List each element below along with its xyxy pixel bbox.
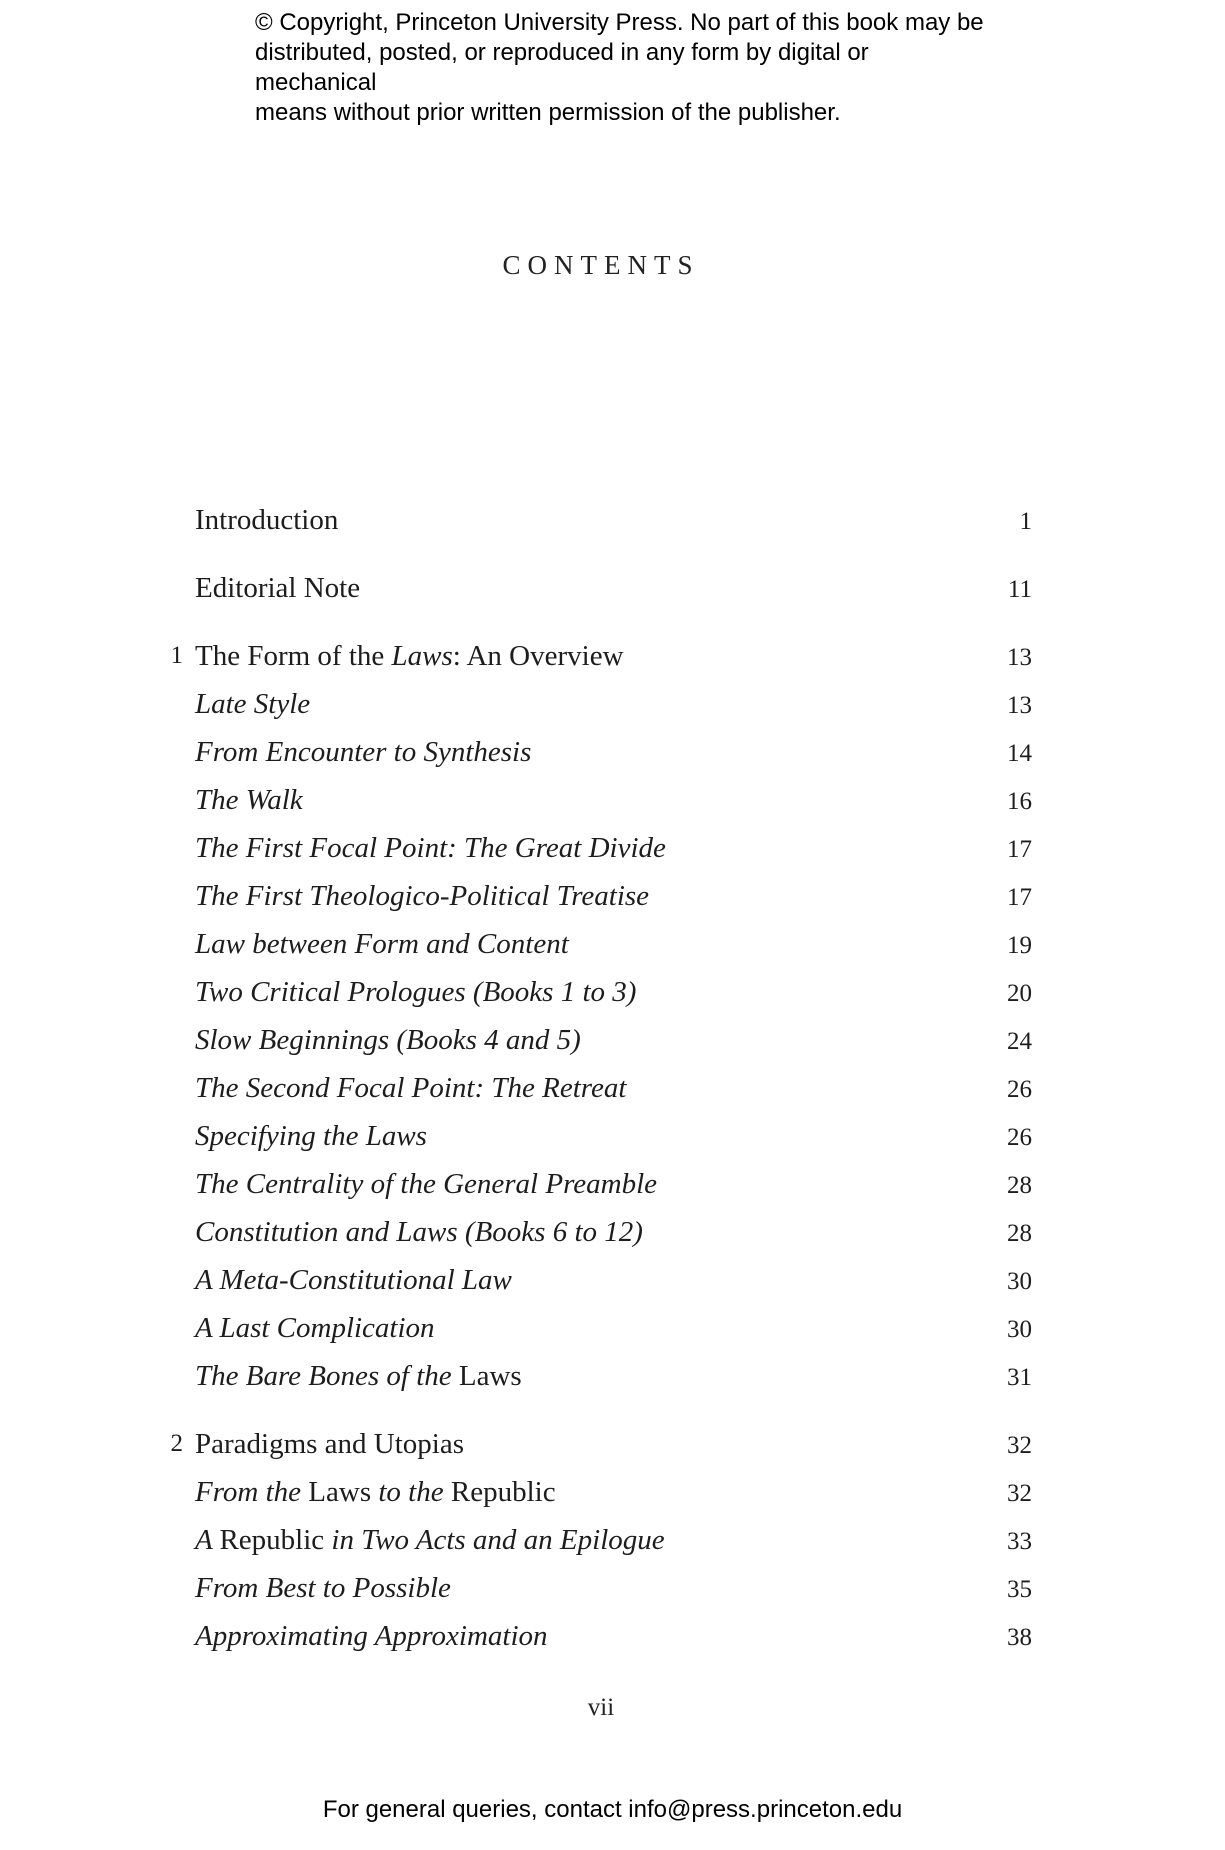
- toc-section-entry: [195, 824, 1032, 872]
- toc-entry-title: Approximating Approximation: [195, 1620, 548, 1652]
- copyright-line-2: distributed, posted, or reproduced in any form by digital or mechanical: [255, 39, 869, 96]
- toc-page-number: 26: [1007, 1124, 1032, 1151]
- toc-page-number: 32: [1007, 1480, 1032, 1507]
- toc-page-number: 1: [1019, 508, 1032, 535]
- toc-section-entry: [195, 1468, 1032, 1516]
- toc-section-entry: [195, 776, 1032, 824]
- toc-entry-title: The First Focal Point: The Great Divide: [195, 832, 666, 864]
- toc-page-number: 14: [1007, 740, 1032, 767]
- toc-entry-title: Specifying the Laws: [195, 1120, 427, 1152]
- toc-page-number: 38: [1007, 1624, 1032, 1651]
- toc-section-entry: [195, 1352, 1032, 1400]
- toc-entry-title: A Republic in Two Acts and an Epilogue: [195, 1524, 665, 1556]
- toc-front-entry: [195, 496, 1032, 544]
- toc-page-number: 30: [1007, 1268, 1032, 1295]
- toc-entry-title: From Encounter to Synthesis: [195, 736, 532, 768]
- toc-entry-title: The Walk: [195, 784, 303, 816]
- toc-page-number: 13: [1007, 644, 1032, 671]
- toc-entry-title: A Last Complication: [195, 1312, 435, 1344]
- chapter-number: 1: [170, 642, 183, 669]
- toc-entry-title: Two Critical Prologues (Books 1 to 3): [195, 976, 637, 1008]
- toc-page-number: 11: [1007, 576, 1032, 603]
- toc-section-entry: [195, 1064, 1032, 1112]
- toc-entry-title: A Meta-Constitutional Law: [195, 1264, 512, 1296]
- copyright-line-3: means without prior written permission of the publisher.: [255, 99, 841, 126]
- toc-entry-title: From Best to Possible: [195, 1572, 451, 1604]
- toc-entry-title: The Centrality of the General Preamble: [195, 1168, 658, 1200]
- toc-entry-title: From the Laws to the Republic: [195, 1476, 556, 1508]
- toc-page-number: 28: [1007, 1220, 1032, 1247]
- toc-entry-title: Slow Beginnings (Books 4 and 5): [195, 1024, 581, 1056]
- copyright-notice: [255, 8, 995, 128]
- toc-section-entry: [195, 1612, 1032, 1660]
- toc-chapter-entry: [170, 1420, 1032, 1468]
- toc-page-number: 33: [1007, 1528, 1032, 1555]
- toc-page-number: 31: [1007, 1364, 1032, 1391]
- toc-page-number: 20: [1007, 980, 1032, 1007]
- toc-section-entry: [195, 1516, 1032, 1564]
- toc-entry-title: Late Style: [195, 688, 311, 720]
- toc-section-entry: [195, 1564, 1032, 1612]
- copyright-line-1: © Copyright, Princeton University Press. No part of this book may be: [255, 9, 984, 36]
- toc-entry-title: The Bare Bones of the Laws: [195, 1360, 522, 1392]
- toc-section-entry: [195, 1112, 1032, 1160]
- toc-entry-title: Constitution and Laws (Books 6 to 12): [195, 1216, 643, 1248]
- toc-page-number: 17: [1007, 884, 1032, 911]
- toc-page-number: 13: [1007, 692, 1032, 719]
- toc-section-entry: [195, 1016, 1032, 1064]
- page-folio: vii: [587, 1694, 615, 1721]
- toc-page-number: 26: [1007, 1076, 1032, 1103]
- toc-page-number: 35: [1007, 1576, 1032, 1603]
- toc-section-entry: [195, 968, 1032, 1016]
- toc-entry-title: The First Theologico-Political Treatise: [195, 880, 650, 912]
- toc-page-number: 24: [1007, 1028, 1032, 1055]
- table-of-contents: [170, 496, 1032, 1660]
- contents-heading: CONTENTS: [502, 250, 700, 280]
- toc-chapter-entry: [170, 632, 1032, 680]
- toc-page-number: 30: [1007, 1316, 1032, 1343]
- toc-front-entry: [195, 564, 1032, 612]
- toc-entry-title: Introduction: [195, 504, 339, 536]
- toc-entry-title: Editorial Note: [195, 572, 361, 604]
- chapter-number: 2: [170, 1430, 183, 1457]
- toc-section-entry: [195, 680, 1032, 728]
- toc-section-entry: [195, 920, 1032, 968]
- toc-page-number: 28: [1007, 1172, 1032, 1199]
- toc-page-number: 17: [1007, 836, 1032, 863]
- toc-page-number: 16: [1007, 788, 1032, 815]
- toc-entry-title: Paradigms and Utopias: [195, 1428, 465, 1460]
- toc-section-entry: [195, 872, 1032, 920]
- toc-page-number: 19: [1007, 932, 1032, 959]
- toc-entry-title: The Second Focal Point: The Retreat: [195, 1072, 627, 1104]
- toc-entry-title: Law between Form and Content: [195, 928, 569, 960]
- toc-section-entry: [195, 1160, 1032, 1208]
- toc-section-entry: [195, 1304, 1032, 1352]
- toc-section-entry: [195, 1208, 1032, 1256]
- toc-section-entry: [195, 728, 1032, 776]
- toc-page-number: 32: [1007, 1432, 1032, 1459]
- toc-section-entry: [195, 1256, 1032, 1304]
- toc-entry-title: The Form of the Laws: An Overview: [195, 640, 624, 672]
- footer-query-text: For general queries, contact info@press.princeton.edu: [322, 1796, 903, 1823]
